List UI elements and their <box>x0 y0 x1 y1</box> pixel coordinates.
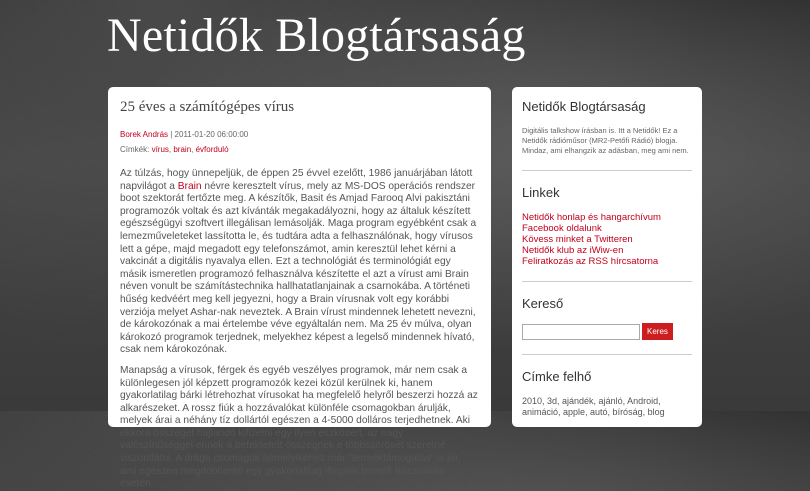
post-labels: Címkék: vírus, brain, évforduló <box>120 145 229 154</box>
label-link[interactable]: vírus <box>151 145 169 154</box>
search-row <box>522 323 692 340</box>
about-widget-description: Digitális talkshow írásban is. Itt a Netidők! Ez a Netidők rádióműsor (MR2-Petőfi Rádió) blogja. Mindaz, ami elhangzik az adásban, meg ami nem. <box>522 126 689 155</box>
post-paragraph: Manapság a vírusok, férgek és egyéb veszélyes programok, már nem csak a különlegesen jól képzett programozók kezei közül kerülnek ki, hanem gyakorlatilag bárki létrehozhat vírusokat ha megfelelő helyről beszerzi hozzá az alkarészeket. A rossz fiúk a hozzávalókat különféle csomagokban árulják, melyek árai a néhány tíz dollártól egészen a 4-5000 dolláros terjedhetnek. Aki ekkora összeget hajlandó kifizetni egy ilyen eszközért, az nagy valószínűséggel ennek a befektetett összegnek e többszörösét szeretné viszontlátni. A drága csomagok némelyikéhez már "terméktámogatás" is jár, ami egészen megdöbbentő egy gyakorlatilag illegális termék használata esetén. <box>120 364 478 490</box>
divider <box>522 354 692 355</box>
labels-prefix: Címkék: <box>120 145 152 154</box>
post-paragraph: Az túlzás, hogy ünnepeljük, de éppen 25 évvel ezelőtt, 1986 januárjában látott napvilágot a Brain névre keresztelt vírus, mely az MS-DOS operációs rendszer boot szektorát fertőzte meg. A készítők, Basit és Amjad Farooq Alvi pakisztáni programozók voltak és azt kívánták megakadályozni, hogy az általuk készített egészségügyi szoftvert illegálisan lemásolják. Maga program egyébként csak a lemezműveleteket lassította le, és tudtára adta a felhasználónak, hogy vírusos lett a gépe, majd megadott egy telefonszámot, amin keresztül lehet kérni a vakcinát a digitális nyavalya ellen. Ezt a technológiát és terminológiát egy másik ismeretlen programozó felhasználva készítette el azt a vírust ami Brain néven vonult be számítástechnika hallhatatlanjainak a csarnokába. A történeti hűség kedvéért meg kell jegyezni, hogy a Brain vírusnak volt egy korábbi verziója melyet Ashar-nak neveztek. A Brain vírust mindennek lehetett nevezni, de károkozónak a mai értelembe véve egyáltalán nem. Ma 25 év múlva, olyan károkozó programok terjednek, melyekhez képest a legelső mindennek hívató, csak nem károkozónak. <box>120 168 477 356</box>
search-widget-title: Kereső <box>522 296 564 311</box>
tag-cloud-line[interactable]: animáció, apple, autó, bíróság, blog <box>522 407 665 417</box>
tags-widget-title: Címke felhő <box>522 369 592 384</box>
sidebar-link[interactable]: Netidők klub az iWiw-en <box>522 245 624 256</box>
label-link[interactable]: brain <box>173 145 192 154</box>
post-timestamp: | 2011-01-20 06:00:00 <box>168 130 249 139</box>
links-widget-title: Linkek <box>522 185 560 200</box>
tag-cloud <box>522 396 692 418</box>
sidebar-link[interactable]: Feliratkozás az RSS hírcsatorna <box>522 256 659 267</box>
divider <box>522 170 692 171</box>
post-card <box>108 87 491 490</box>
search-button[interactable]: Keres <box>642 323 673 340</box>
label-link[interactable]: évforduló <box>195 145 229 154</box>
post-meta <box>120 130 479 139</box>
tag-cloud-line[interactable]: 2010, 3d, ajándék, ajánló, Android, <box>522 396 661 406</box>
brain-link[interactable]: Brain <box>177 180 202 192</box>
site-title[interactable]: Netidők Blogtársaság <box>107 9 526 62</box>
search-input[interactable] <box>522 324 640 340</box>
post-author-link[interactable]: Borek András <box>120 130 169 139</box>
sidebar-link[interactable]: Netidők honlap és hangarchívum <box>522 212 661 223</box>
about-widget-title: Netidők Blogtársaság <box>522 99 646 114</box>
sidebar <box>512 87 702 427</box>
sidebar-link[interactable]: Kövess minket a Twitteren <box>522 234 633 245</box>
post-title[interactable]: 25 éves a számítógépes vírus <box>120 99 295 115</box>
links-list <box>522 212 692 267</box>
divider <box>522 281 692 282</box>
sidebar-link[interactable]: Facebook oldalunk <box>522 223 602 234</box>
